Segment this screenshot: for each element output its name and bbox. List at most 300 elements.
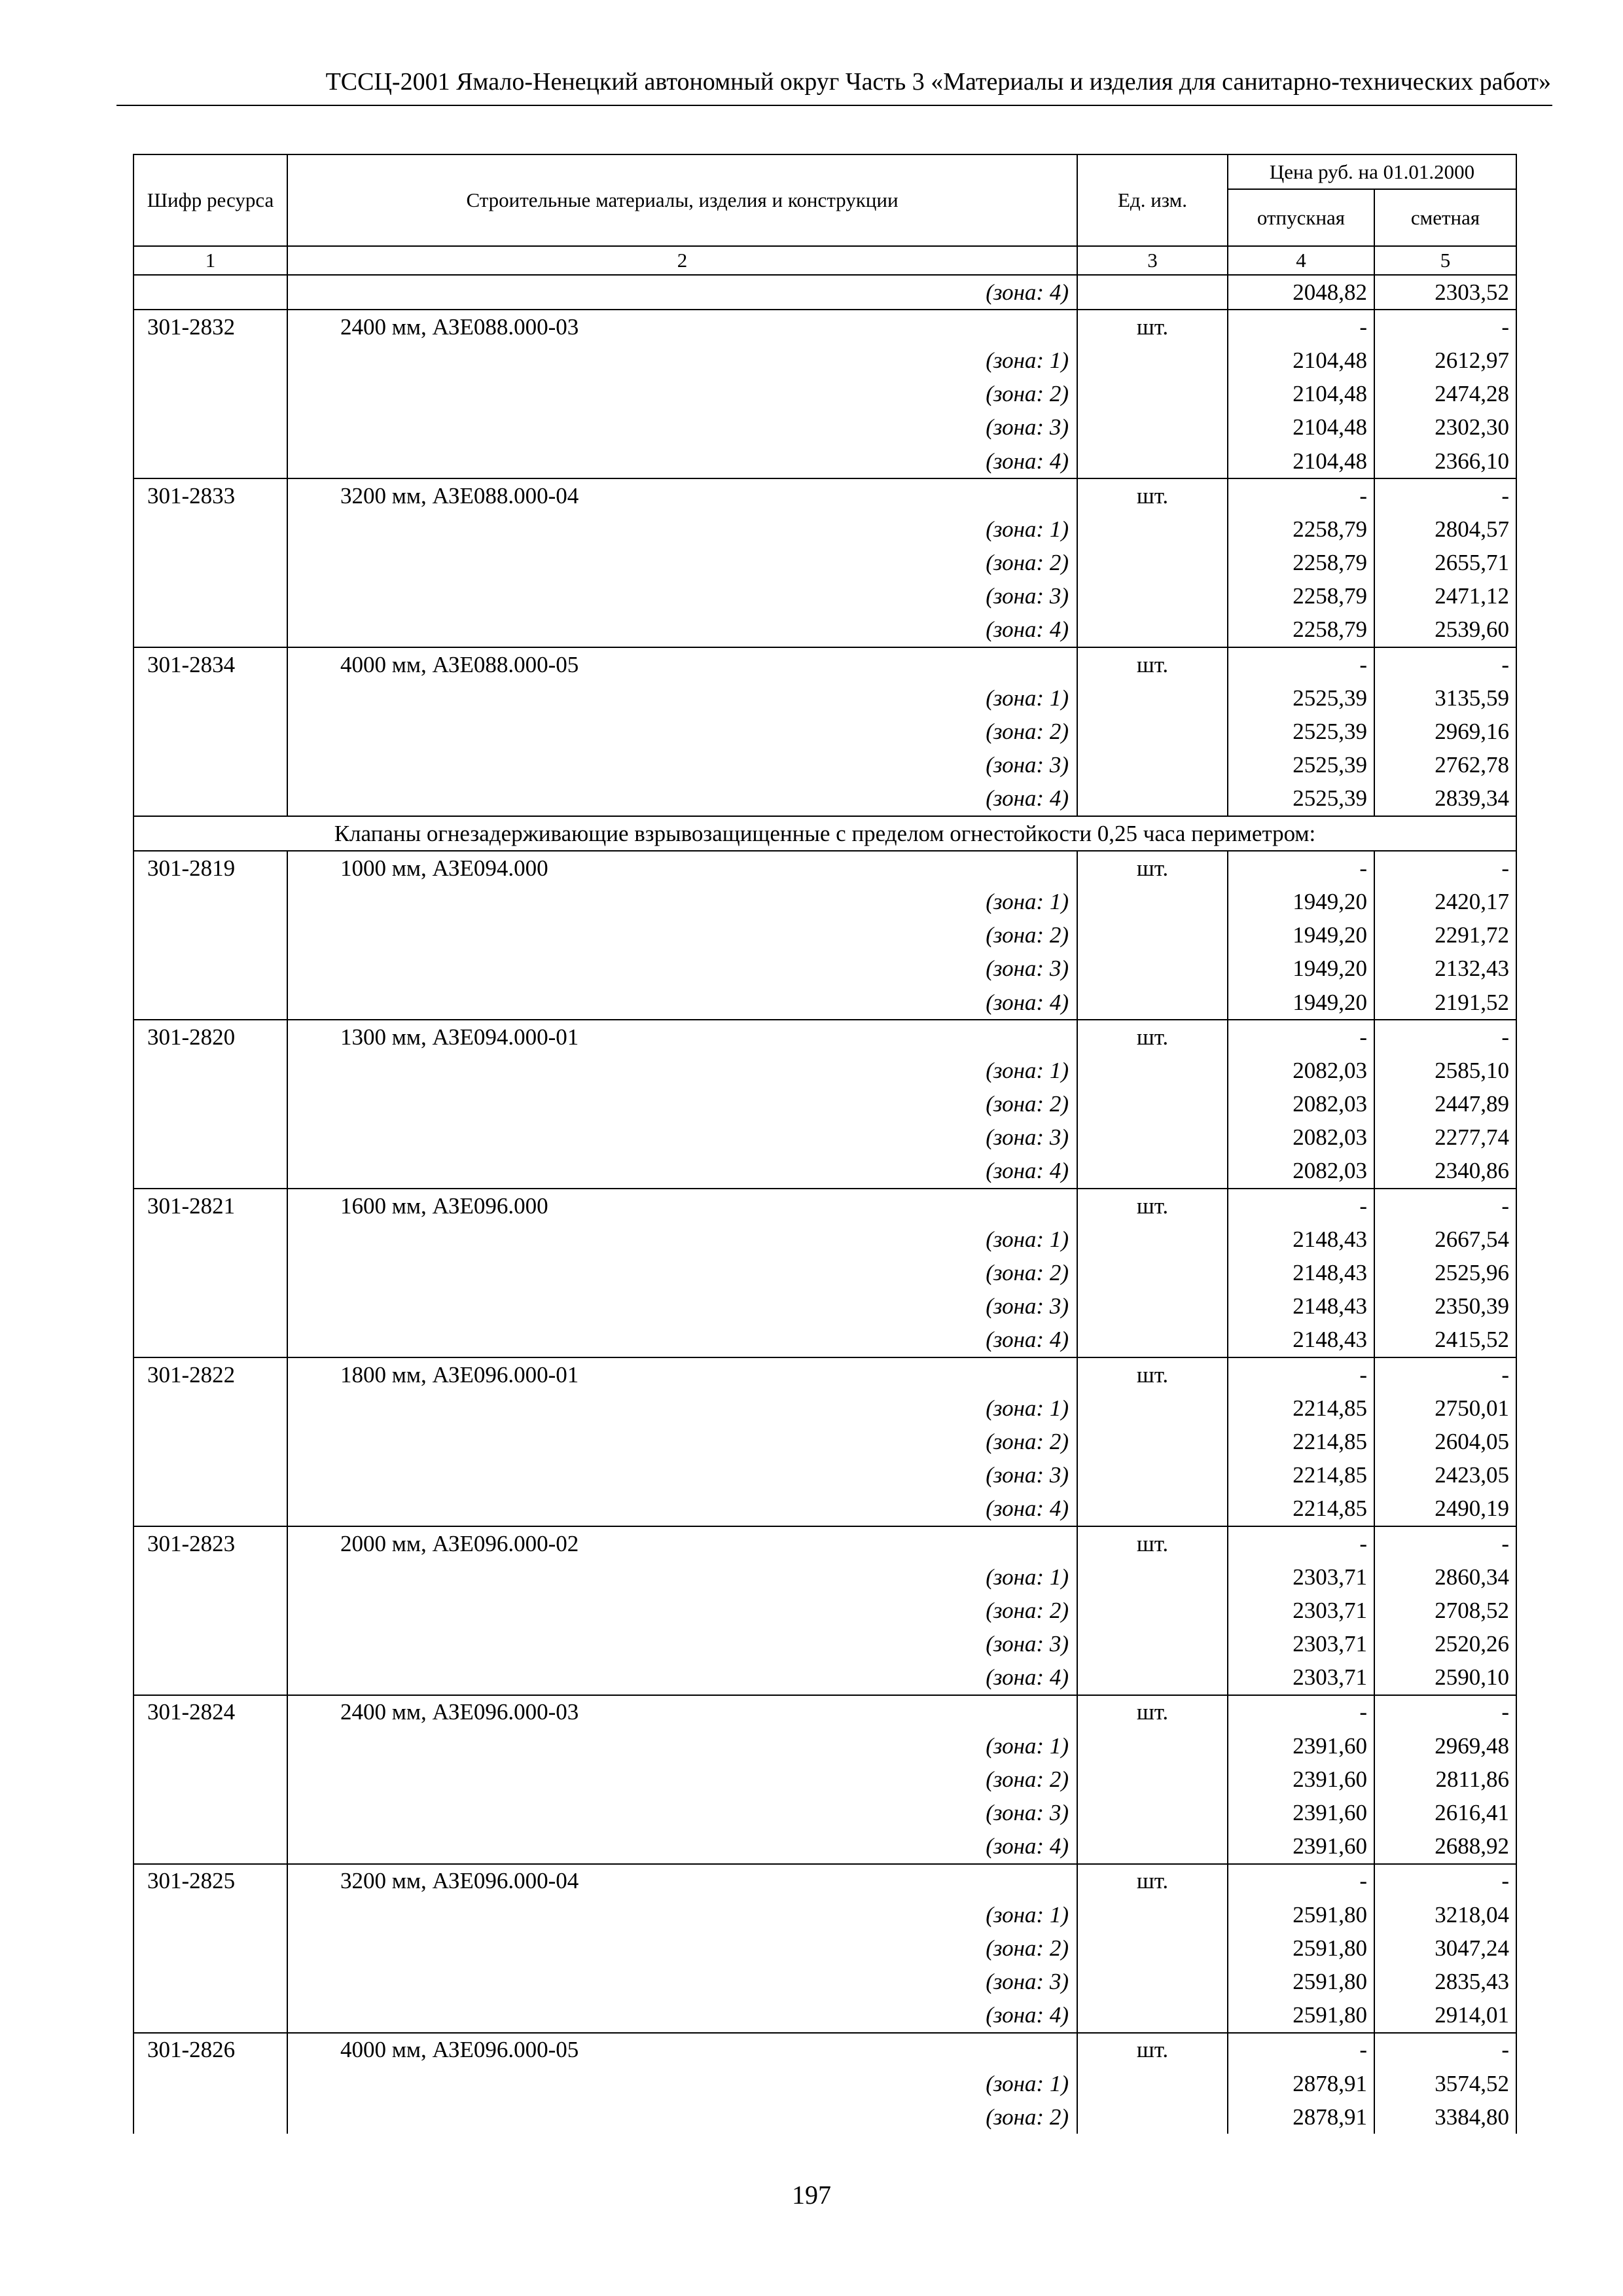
zone-row (134, 1459, 1516, 1492)
unit (1077, 1661, 1228, 1695)
estimate-price: 2447,89 (1374, 1088, 1516, 1121)
section-row (134, 816, 1516, 851)
zone-row (134, 782, 1516, 816)
release-price: 1949,20 (1228, 952, 1374, 986)
header-release-price: отпускная (1228, 189, 1374, 246)
resource-code: 301-2834 (134, 647, 287, 681)
page-number: 197 (792, 2180, 831, 2210)
estimate-price: 2804,57 (1374, 512, 1516, 546)
unit (1077, 1999, 1228, 2033)
estimate-price: 2520,26 (1374, 1628, 1516, 1661)
zone-row (134, 1999, 1516, 2033)
release-price: 2214,85 (1228, 1459, 1374, 1492)
unit (1077, 378, 1228, 411)
unit (1077, 1425, 1228, 1458)
unit (1077, 512, 1228, 546)
unit (1077, 1560, 1228, 1594)
resource-code (134, 715, 287, 748)
estimate-price: - (1374, 310, 1516, 344)
unit (1077, 1492, 1228, 1526)
resource-code (134, 1155, 287, 1189)
release-price: 2214,85 (1228, 1492, 1374, 1526)
zone-label: (зона: 3) (287, 952, 1077, 986)
estimate-price: 2490,19 (1374, 1492, 1516, 1526)
resource-code (134, 444, 287, 478)
unit (1077, 782, 1228, 816)
unit (1077, 613, 1228, 647)
release-price: 2258,79 (1228, 547, 1374, 580)
header-divider (116, 105, 1552, 106)
zone-label: (зона: 3) (287, 1965, 1077, 1998)
unit (1077, 1729, 1228, 1763)
release-price: 1949,20 (1228, 885, 1374, 918)
resource-code (134, 885, 287, 918)
zone-row (134, 885, 1516, 918)
release-price: 2214,85 (1228, 1391, 1374, 1425)
estimate-price: 2525,96 (1374, 1256, 1516, 1289)
unit (1077, 1088, 1228, 1121)
estimate-price: 2539,60 (1374, 613, 1516, 647)
zone-row (134, 1729, 1516, 1763)
estimate-price: 3047,24 (1374, 1931, 1516, 1965)
estimate-price: - (1374, 647, 1516, 681)
estimate-price: - (1374, 1189, 1516, 1223)
resource-code (134, 275, 287, 310)
zone-label: (зона: 2) (287, 1931, 1077, 1965)
release-price: - (1228, 1864, 1374, 1898)
release-price: - (1228, 647, 1374, 681)
estimate-price: 2839,34 (1374, 782, 1516, 816)
release-price: 1949,20 (1228, 986, 1374, 1020)
resource-code (134, 1391, 287, 1425)
item-row (134, 1357, 1516, 1391)
resource-code: 301-2825 (134, 1864, 287, 1898)
resource-code (134, 344, 287, 377)
resource-code (134, 782, 287, 816)
release-price: 1949,20 (1228, 919, 1374, 952)
estimate-price: - (1374, 1357, 1516, 1391)
resource-code (134, 580, 287, 613)
release-price: 2048,82 (1228, 275, 1374, 310)
unit (1077, 1763, 1228, 1796)
zone-row (134, 952, 1516, 986)
release-price: 2258,79 (1228, 580, 1374, 613)
release-price: - (1228, 1020, 1374, 1054)
resource-code: 301-2821 (134, 1189, 287, 1223)
estimate-price: 2762,78 (1374, 749, 1516, 782)
resource-code (134, 1323, 287, 1357)
zone-label: (зона: 1) (287, 1729, 1077, 1763)
zone-label: (зона: 1) (287, 1223, 1077, 1256)
zone-row (134, 1155, 1516, 1189)
item-row (134, 1864, 1516, 1898)
estimate-price: - (1374, 2033, 1516, 2067)
release-price: 2525,39 (1228, 749, 1374, 782)
carry-over-row (134, 275, 1516, 310)
estimate-price: - (1374, 1695, 1516, 1729)
item-row (134, 647, 1516, 681)
header-name: Строительные материалы, изделия и конструкции (287, 154, 1077, 246)
estimate-price: 2655,71 (1374, 547, 1516, 580)
page-header-title: ТССЦ-2001 Ямало-Ненецкий автономный округ Часть 3 «Материалы и изделия для санитарно-технических работ» (325, 68, 1551, 96)
unit (1077, 715, 1228, 748)
item-row (134, 478, 1516, 512)
release-price: 2104,48 (1228, 411, 1374, 444)
release-price: 2591,80 (1228, 1931, 1374, 1965)
estimate-price: 2340,86 (1374, 1155, 1516, 1189)
release-price: - (1228, 310, 1374, 344)
release-price: 2878,91 (1228, 2100, 1374, 2134)
header-code: Шифр ресурса (134, 154, 287, 246)
zone-row (134, 1594, 1516, 1627)
estimate-price: 2132,43 (1374, 952, 1516, 986)
resource-code (134, 1223, 287, 1256)
release-price: - (1228, 2033, 1374, 2067)
resource-code: 301-2832 (134, 310, 287, 344)
resource-code (134, 1931, 287, 1965)
item-row (134, 2033, 1516, 2067)
item-name: 2400 мм, АЗЕ088.000-03 (287, 310, 1077, 344)
estimate-price: 3218,04 (1374, 1898, 1516, 1931)
resource-code (134, 1425, 287, 1458)
zone-label: (зона: 4) (287, 986, 1077, 1020)
estimate-price: 2914,01 (1374, 1999, 1516, 2033)
release-price: 2148,43 (1228, 1223, 1374, 1256)
zone-row (134, 411, 1516, 444)
estimate-price: 2616,41 (1374, 1796, 1516, 1829)
resource-code (134, 1999, 287, 2033)
release-price: 2303,71 (1228, 1661, 1374, 1695)
unit (1077, 1459, 1228, 1492)
unit (1077, 344, 1228, 377)
zone-label: (зона: 2) (287, 715, 1077, 748)
unit (1077, 1796, 1228, 1829)
unit (1077, 1121, 1228, 1155)
release-price: - (1228, 478, 1374, 512)
resource-code (134, 1965, 287, 1998)
resource-code: 301-2823 (134, 1526, 287, 1560)
item-name: 2400 мм, АЗЕ096.000-03 (287, 1695, 1077, 1729)
zone-row (134, 1931, 1516, 1965)
unit (1077, 411, 1228, 444)
release-price: 2391,60 (1228, 1830, 1374, 1864)
unit (1077, 1830, 1228, 1864)
column-number: 4 (1228, 246, 1374, 275)
resource-code (134, 1290, 287, 1323)
zone-label: (зона: 4) (287, 1830, 1077, 1864)
estimate-price: - (1374, 478, 1516, 512)
unit (1077, 2067, 1228, 2100)
zone-row (134, 444, 1516, 478)
unit (1077, 885, 1228, 918)
zone-label: (зона: 4) (287, 1999, 1077, 2033)
zone-label: (зона: 1) (287, 2067, 1077, 2100)
estimate-price: 2590,10 (1374, 1661, 1516, 1695)
release-price: 2258,79 (1228, 512, 1374, 546)
zone-row (134, 1560, 1516, 1594)
price-table (133, 154, 1517, 2134)
zone-row (134, 344, 1516, 377)
zone-row (134, 1898, 1516, 1931)
release-price: 2104,48 (1228, 378, 1374, 411)
zone-row (134, 1425, 1516, 1458)
unit: шт. (1077, 1864, 1228, 1898)
unit (1077, 681, 1228, 715)
release-price: 2303,71 (1228, 1628, 1374, 1661)
zone-label: (зона: 4) (287, 1492, 1077, 1526)
zone-row (134, 1796, 1516, 1829)
release-price: - (1228, 1189, 1374, 1223)
item-row (134, 1189, 1516, 1223)
zone-label: (зона: 4) (287, 444, 1077, 478)
item-name: 4000 мм, АЗЕ096.000-05 (287, 2033, 1077, 2067)
unit (1077, 1965, 1228, 1998)
unit (1077, 2100, 1228, 2134)
resource-code: 301-2826 (134, 2033, 287, 2067)
unit (1077, 1054, 1228, 1087)
estimate-price: 2667,54 (1374, 1223, 1516, 1256)
column-number: 5 (1374, 246, 1516, 275)
zone-label: (зона: 1) (287, 344, 1077, 377)
resource-code (134, 1729, 287, 1763)
release-price: 2591,80 (1228, 1965, 1374, 1998)
item-row (134, 310, 1516, 344)
zone-label: (зона: 2) (287, 2100, 1077, 2134)
release-price: - (1228, 1526, 1374, 1560)
zone-label: (зона: 1) (287, 1898, 1077, 1931)
release-price: 2104,48 (1228, 444, 1374, 478)
estimate-price: 2277,74 (1374, 1121, 1516, 1155)
zone-row (134, 1088, 1516, 1121)
resource-code (134, 986, 287, 1020)
release-price: 2591,80 (1228, 1999, 1374, 2033)
estimate-price: 2415,52 (1374, 1323, 1516, 1357)
estimate-price: 2423,05 (1374, 1459, 1516, 1492)
release-price: - (1228, 851, 1374, 885)
item-name: 3200 мм, АЗЕ088.000-04 (287, 478, 1077, 512)
estimate-price: 2835,43 (1374, 1965, 1516, 1998)
resource-code (134, 1594, 287, 1627)
resource-code (134, 1661, 287, 1695)
zone-label: (зона: 4) (287, 275, 1077, 310)
zone-label: (зона: 1) (287, 885, 1077, 918)
unit (1077, 1898, 1228, 1931)
resource-code (134, 1459, 287, 1492)
unit (1077, 749, 1228, 782)
estimate-price: - (1374, 851, 1516, 885)
zone-label: (зона: 1) (287, 1560, 1077, 1594)
zone-label: (зона: 1) (287, 512, 1077, 546)
unit (1077, 1594, 1228, 1627)
unit (1077, 1223, 1228, 1256)
estimate-price: 2350,39 (1374, 1290, 1516, 1323)
release-price: 2525,39 (1228, 782, 1374, 816)
unit: шт. (1077, 1526, 1228, 1560)
release-price: 2082,03 (1228, 1088, 1374, 1121)
release-price: 2303,71 (1228, 1560, 1374, 1594)
estimate-price: 2604,05 (1374, 1425, 1516, 1458)
price-table-header (134, 154, 1516, 275)
unit (1077, 444, 1228, 478)
resource-code (134, 2067, 287, 2100)
zone-row (134, 1492, 1516, 1526)
release-price: 2391,60 (1228, 1796, 1374, 1829)
zone-row (134, 1965, 1516, 1998)
resource-code: 301-2820 (134, 1020, 287, 1054)
zone-row (134, 1256, 1516, 1289)
item-row (134, 1526, 1516, 1560)
release-price: 2303,71 (1228, 1594, 1374, 1627)
item-name: 2000 мм, АЗЕ096.000-02 (287, 1526, 1077, 1560)
zone-label: (зона: 3) (287, 1290, 1077, 1323)
estimate-price: 2688,92 (1374, 1830, 1516, 1864)
zone-label: (зона: 2) (287, 1256, 1077, 1289)
resource-code (134, 1560, 287, 1594)
item-name: 1600 мм, АЗЕ096.000 (287, 1189, 1077, 1223)
estimate-price: 2191,52 (1374, 986, 1516, 1020)
resource-code (134, 1830, 287, 1864)
zone-label: (зона: 2) (287, 378, 1077, 411)
zone-label: (зона: 4) (287, 613, 1077, 647)
zone-label: (зона: 2) (287, 1763, 1077, 1796)
zone-label: (зона: 3) (287, 1796, 1077, 1829)
zone-label: (зона: 1) (287, 1391, 1077, 1425)
zone-row (134, 2067, 1516, 2100)
item-name: 1800 мм, АЗЕ096.000-01 (287, 1357, 1077, 1391)
release-price: 2104,48 (1228, 344, 1374, 377)
estimate-price: - (1374, 1526, 1516, 1560)
release-price: 2082,03 (1228, 1155, 1374, 1189)
price-table-body (134, 275, 1516, 2134)
unit (1077, 547, 1228, 580)
zone-row (134, 547, 1516, 580)
resource-code (134, 1898, 287, 1931)
estimate-price: 2708,52 (1374, 1594, 1516, 1627)
release-price: 2591,80 (1228, 1898, 1374, 1931)
zone-row (134, 749, 1516, 782)
zone-label: (зона: 3) (287, 580, 1077, 613)
header-price-group: Цена руб. на 01.01.2000 (1228, 154, 1516, 189)
zone-row (134, 378, 1516, 411)
estimate-price: 3574,52 (1374, 2067, 1516, 2100)
zone-row (134, 715, 1516, 748)
unit: шт. (1077, 1357, 1228, 1391)
zone-row (134, 986, 1516, 1020)
zone-label: (зона: 2) (287, 1594, 1077, 1627)
unit: шт. (1077, 647, 1228, 681)
resource-code (134, 1121, 287, 1155)
release-price: - (1228, 1695, 1374, 1729)
estimate-price: 2969,48 (1374, 1729, 1516, 1763)
unit (1077, 1931, 1228, 1965)
unit: шт. (1077, 1020, 1228, 1054)
column-number: 1 (134, 246, 287, 275)
estimate-price: 2585,10 (1374, 1054, 1516, 1087)
resource-code (134, 378, 287, 411)
item-name: 3200 мм, АЗЕ096.000-04 (287, 1864, 1077, 1898)
unit (1077, 1290, 1228, 1323)
item-row (134, 1020, 1516, 1054)
resource-code (134, 1492, 287, 1526)
zone-row (134, 1323, 1516, 1357)
zone-label: (зона: 1) (287, 681, 1077, 715)
estimate-price: 2471,12 (1374, 580, 1516, 613)
estimate-price: 2420,17 (1374, 885, 1516, 918)
estimate-price: 2860,34 (1374, 1560, 1516, 1594)
resource-code (134, 919, 287, 952)
estimate-price: 2302,30 (1374, 411, 1516, 444)
zone-label: (зона: 3) (287, 1121, 1077, 1155)
zone-label: (зона: 1) (287, 1054, 1077, 1087)
unit (1077, 1155, 1228, 1189)
estimate-price: - (1374, 1864, 1516, 1898)
zone-label: (зона: 2) (287, 1088, 1077, 1121)
release-price: 2878,91 (1228, 2067, 1374, 2100)
zone-label: (зона: 4) (287, 1661, 1077, 1695)
estimate-price: 2366,10 (1374, 444, 1516, 478)
resource-code (134, 1088, 287, 1121)
release-price: 2082,03 (1228, 1121, 1374, 1155)
estimate-price: 2474,28 (1374, 378, 1516, 411)
release-price: 2391,60 (1228, 1763, 1374, 1796)
unit: шт. (1077, 478, 1228, 512)
resource-code: 301-2819 (134, 851, 287, 885)
header-unit: Ед. изм. (1077, 154, 1228, 246)
unit (1077, 580, 1228, 613)
resource-code (134, 952, 287, 986)
zone-label: (зона: 4) (287, 1155, 1077, 1189)
zone-row (134, 1763, 1516, 1796)
release-price: 2148,43 (1228, 1256, 1374, 1289)
unit (1077, 275, 1228, 310)
zone-row (134, 1628, 1516, 1661)
unit: шт. (1077, 1695, 1228, 1729)
release-price: 2148,43 (1228, 1290, 1374, 1323)
estimate-price: - (1374, 1020, 1516, 1054)
unit (1077, 986, 1228, 1020)
zone-label: (зона: 2) (287, 1425, 1077, 1458)
release-price: 2525,39 (1228, 715, 1374, 748)
zone-row (134, 1121, 1516, 1155)
zone-label: (зона: 2) (287, 919, 1077, 952)
item-name: 4000 мм, АЗЕ088.000-05 (287, 647, 1077, 681)
zone-row (134, 681, 1516, 715)
unit: шт. (1077, 851, 1228, 885)
unit: шт. (1077, 310, 1228, 344)
resource-code (134, 1628, 287, 1661)
unit (1077, 952, 1228, 986)
zone-label: (зона: 3) (287, 411, 1077, 444)
zone-row (134, 1830, 1516, 1864)
header-estimate-price: сметная (1374, 189, 1516, 246)
item-name: 1300 мм, АЗЕ094.000-01 (287, 1020, 1077, 1054)
release-price: 2258,79 (1228, 613, 1374, 647)
resource-code (134, 1256, 287, 1289)
resource-code (134, 1054, 287, 1087)
release-price: 2214,85 (1228, 1425, 1374, 1458)
unit (1077, 1256, 1228, 1289)
resource-code: 301-2833 (134, 478, 287, 512)
zone-label: (зона: 2) (287, 547, 1077, 580)
zone-row (134, 1054, 1516, 1087)
unit (1077, 1391, 1228, 1425)
release-price: 2148,43 (1228, 1323, 1374, 1357)
estimate-price: 2612,97 (1374, 344, 1516, 377)
estimate-price: 3135,59 (1374, 681, 1516, 715)
item-row (134, 851, 1516, 885)
resource-code (134, 547, 287, 580)
estimate-price: 2750,01 (1374, 1391, 1516, 1425)
